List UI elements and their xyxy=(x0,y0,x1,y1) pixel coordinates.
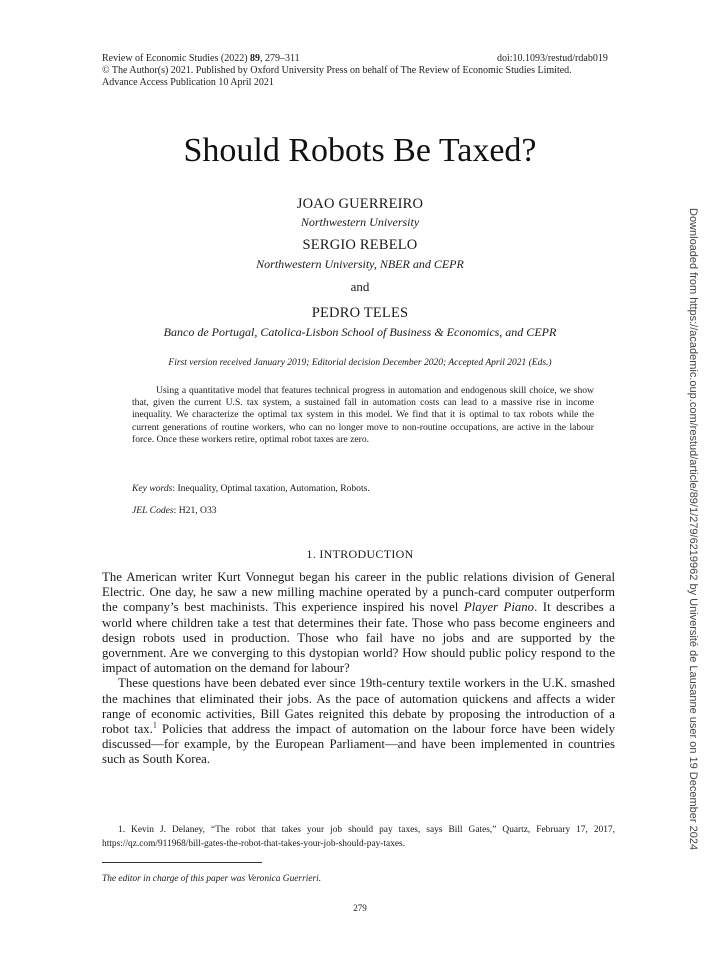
copyright-line: © The Author(s) 2021. Published by Oxford University Press on behalf of The Review of Economic Studies Limited. xyxy=(102,65,572,76)
doi: doi:10.1093/restud/rdab019 xyxy=(497,53,608,64)
author-affiliation: Northwestern University xyxy=(300,215,420,229)
footnote-divider xyxy=(102,862,262,863)
journal-citation: Review of Economic Studies (2022) 89, 279–311 xyxy=(102,53,300,64)
abstract: Using a quantitative model that features technical progress in automation and endogenous skill choice, we show that, given the current U.S. tax system, a sustained fall in automation costs can lead to a massive rise in income inequality. We characterize the optimal tax system in this model. We find that it is optimal to tax robots while the current generations of routine workers, who can no longer move to non-routine occupations, are active in the labour force. Once these workers retire, optimal robot taxes are zero. xyxy=(132,385,594,445)
keywords xyxy=(132,483,594,495)
keywords-label: Key words xyxy=(132,483,173,494)
novel-title: Player Piano xyxy=(463,600,535,615)
download-watermark: Downloaded from https://academic.oup.com/restud/article/89/1/279/6219962 by Université de Lausanne user on 19 December 2024 xyxy=(687,208,699,851)
author-name: JOAO GUERREIRO xyxy=(296,196,424,212)
jel-codes xyxy=(132,505,594,517)
author-affiliation: Northwestern University, NBER and CEPR xyxy=(256,257,464,271)
section-heading: 1. INTRODUCTION xyxy=(306,547,414,561)
jel-label: JEL Codes xyxy=(132,505,174,516)
paragraph: The American writer Kurt Vonnegut began his career in the public relations division of General Electric. One day, he saw a new milling machine operated by a punch-card computer outperform the company’s best machinists. This experience inspired his novel Player Piano. It describes a world where children take a test that determines their fate. Those who pass become engineers and design robots used in production. Those who fail have no jobs and are supported by the government. Are we converging to this dystopian world? How should public policy respond to the impact of automation on the demand for labour? xyxy=(102,570,615,676)
editorial-history: First version received January 2019; Editorial decision December 2020; Accepted April 2021 (Eds.) xyxy=(168,358,552,368)
author-affiliation: Banco de Portugal, Catolica-Lisbon School of Business & Economics, and CEPR xyxy=(163,325,557,339)
jel-value: : H21, O33 xyxy=(173,505,217,516)
author-conjunction: and xyxy=(350,279,370,294)
author-name: PEDRO TELES xyxy=(311,305,409,321)
editor-note: The editor in charge of this paper was Veronica Guerrieri. xyxy=(102,874,322,884)
volume-number: 89 xyxy=(250,53,261,64)
paper-title: Should Robots Be Taxed? xyxy=(183,132,537,169)
footnote: 1. Kevin J. Delaney, “The robot that takes your job should pay taxes, says Bill Gates,” Quartz, February 17, 2017, https://qz.com/911968/bill-gates-the-robot-that-takes-your-job-should-pay-taxes. xyxy=(102,825,615,849)
paragraph: These questions have been debated ever since 19th-century textile workers in the U.K. smashed the machines that eliminated their jobs. As the pace of automation quickens and affects a wider range of economic activities, Bill Gates reignited this debate by proposing the introduction of a robot tax.$^1$ Policies that address the impact of automation on the labour force have been widely discussed—for example, by the European Parliament—and have been implemented in countries such as South Korea. xyxy=(102,676,615,767)
introduction-body xyxy=(102,570,615,768)
footnote-marker[interactable]: 1 xyxy=(152,720,157,730)
page-number: 279 xyxy=(353,903,367,913)
keywords-value: : Inequality, Optimal taxation, Automation, Robots. xyxy=(172,483,370,494)
author-name: SERGIO REBELO xyxy=(302,237,418,253)
advance-access-line: Advance Access Publication 10 April 2021 xyxy=(102,77,274,88)
